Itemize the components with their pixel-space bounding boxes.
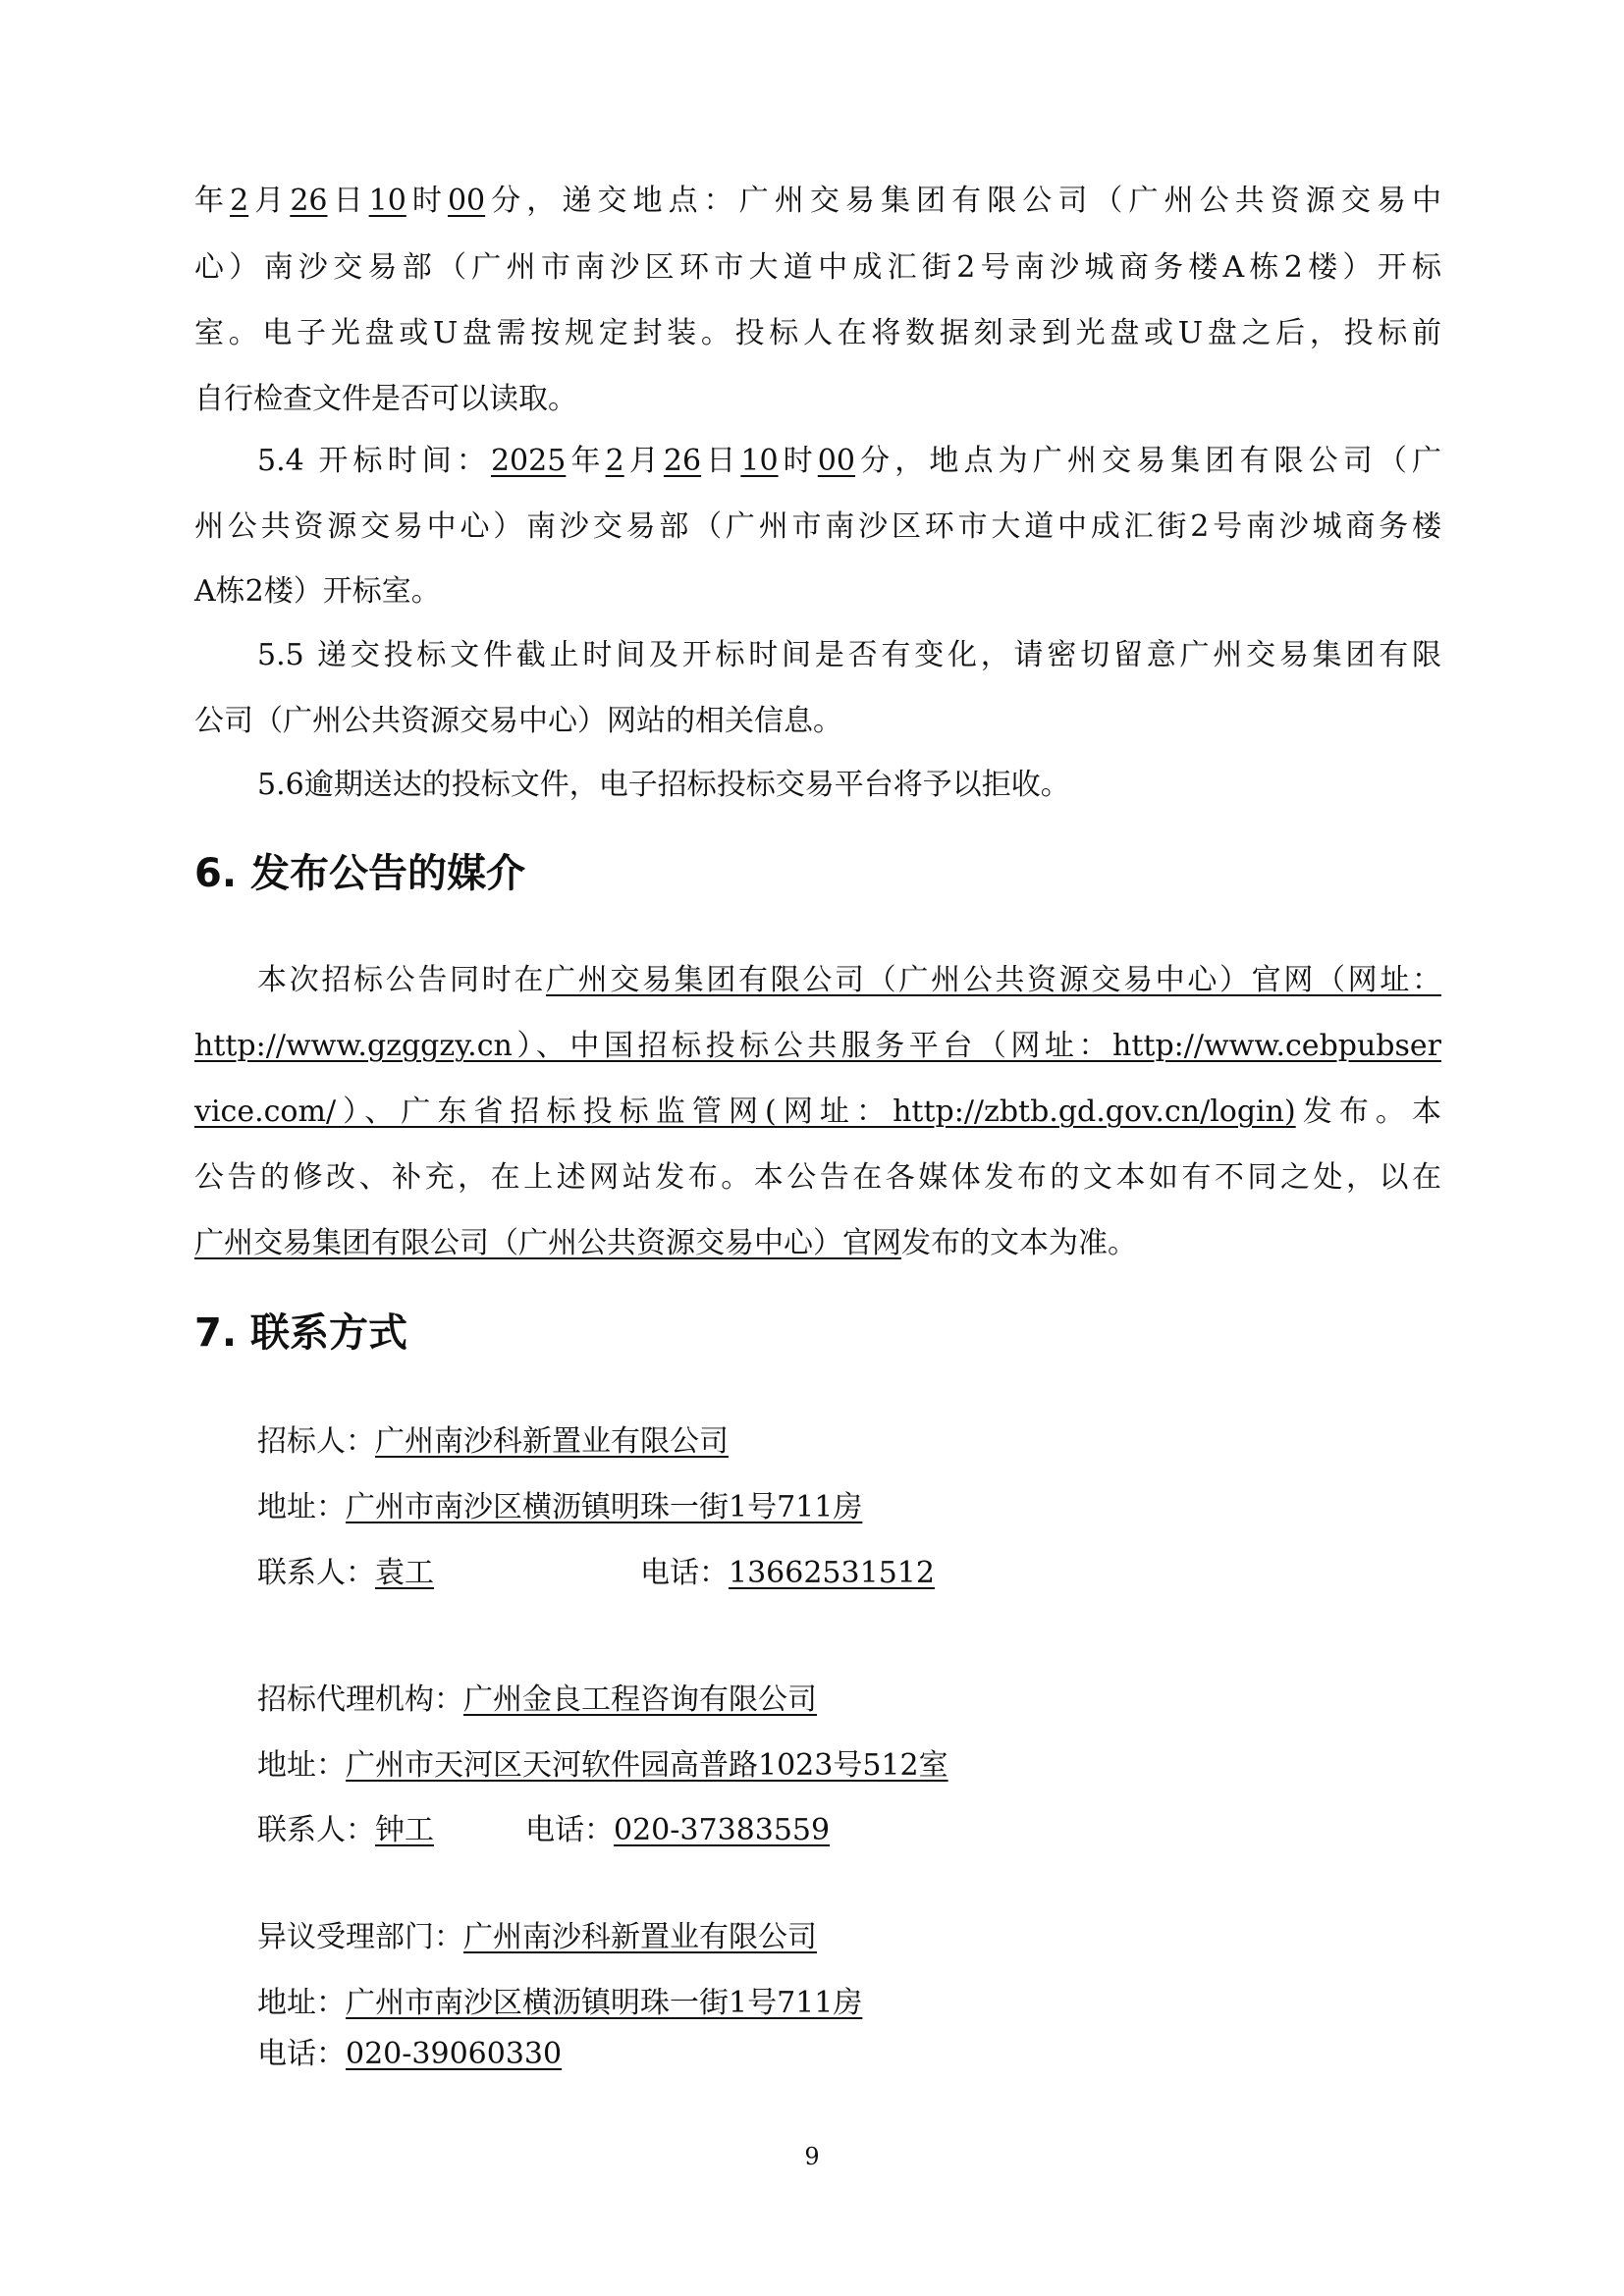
p5-6-line: 5.6逾期送达的投标文件，电子招标投标交易平台将予以拒收。	[257, 768, 1070, 802]
p6-line-5: 广州交易集团有限公司（广州公共资源交易中心）官网发布的文本为准。	[194, 1226, 1137, 1260]
objection-line: 异议受理部门：广州南沙科新置业有限公司	[257, 1920, 817, 1954]
p6-line-4: 公告的修改、补充，在上述网站发布。本公告在各媒体发布的文本如有不同之处，以在	[194, 1160, 1441, 1195]
p5-3-line-4: 自行检查文件是否可以读取。	[194, 382, 577, 416]
p6-line-2: http://www.gzggzy.cn）、中国招标投标公共服务平台（网址：http://www.cebpubser	[194, 1029, 1441, 1063]
p5-3-line-2: 心）南沙交易部（广州市南沙区环市大道中成汇街2号南沙城商务楼A栋2楼）开标	[194, 250, 1441, 285]
section-7-heading: 7. 联系方式	[194, 1310, 407, 1356]
agency-line: 招标代理机构：广州金良工程咨询有限公司	[257, 1682, 817, 1717]
tenderer-line: 招标人：广州南沙科新置业有限公司	[257, 1424, 729, 1459]
tenderer-phone-line: 电话：13662531512	[640, 1556, 935, 1590]
tenderer-contact-line: 联系人：袁工	[257, 1556, 434, 1590]
objection-phone-line: 电话：020-39060330	[257, 2037, 563, 2071]
p5-3-line-1: 年2月26日10时00分，递交地点：广州交易集团有限公司（广州公共资源交易中	[194, 184, 1442, 218]
agency-contact-line: 联系人：钟工	[257, 1813, 434, 1847]
p6-line-3: vice.com/）、广东省招标投标监管网(网址：http://zbtb.gd.gov.cn/login)发布。本	[194, 1095, 1441, 1129]
agency-name: 广州金良工程咨询有限公司	[463, 1682, 817, 1717]
section-6-heading: 6. 发布公告的媒介	[194, 851, 525, 896]
p5-5-line-1: 5.5 递交投标文件截止时间及开标时间是否有变化，请密切留意广州交易集团有限	[257, 638, 1441, 672]
objection-address-line: 地址：广州市南沙区横沥镇明珠一街1号711房	[257, 1986, 863, 2020]
tenderer-address-line: 地址：广州市南沙区横沥镇明珠一街1号711房	[257, 1490, 863, 1524]
p5-4-line-2: 州公共资源交易中心）南沙交易部（广州市南沙区环市大道中成汇街2号南沙城商务楼	[194, 509, 1441, 544]
tenderer-name: 广州南沙科新置业有限公司	[375, 1424, 729, 1459]
agency-address-line: 地址：广州市天河区天河软件园高普路1023号512室	[257, 1748, 948, 1783]
objection-dept-name: 广州南沙科新置业有限公司	[463, 1920, 817, 1954]
p5-3-line-3: 室。电子光盘或U盘需按规定封装。投标人在将数据刻录到光盘或U盘之后，投标前	[194, 316, 1441, 350]
agency-phone-line: 电话：020-37383559	[525, 1813, 831, 1847]
p5-4-line-1: 5.4 开标时间：2025年2月26日10时00分，地点为广州交易集团有限公司（广	[257, 444, 1442, 478]
p5-5-line-2: 公司（广州公共资源交易中心）网站的相关信息。	[194, 704, 842, 738]
page-number: 9	[804, 2143, 820, 2170]
p5-4-line-3: A栋2楼）开标室。	[194, 574, 441, 609]
p6-line-1: 本次招标公告同时在广州交易集团有限公司（广州公共资源交易中心）官网（网址：	[257, 963, 1441, 997]
